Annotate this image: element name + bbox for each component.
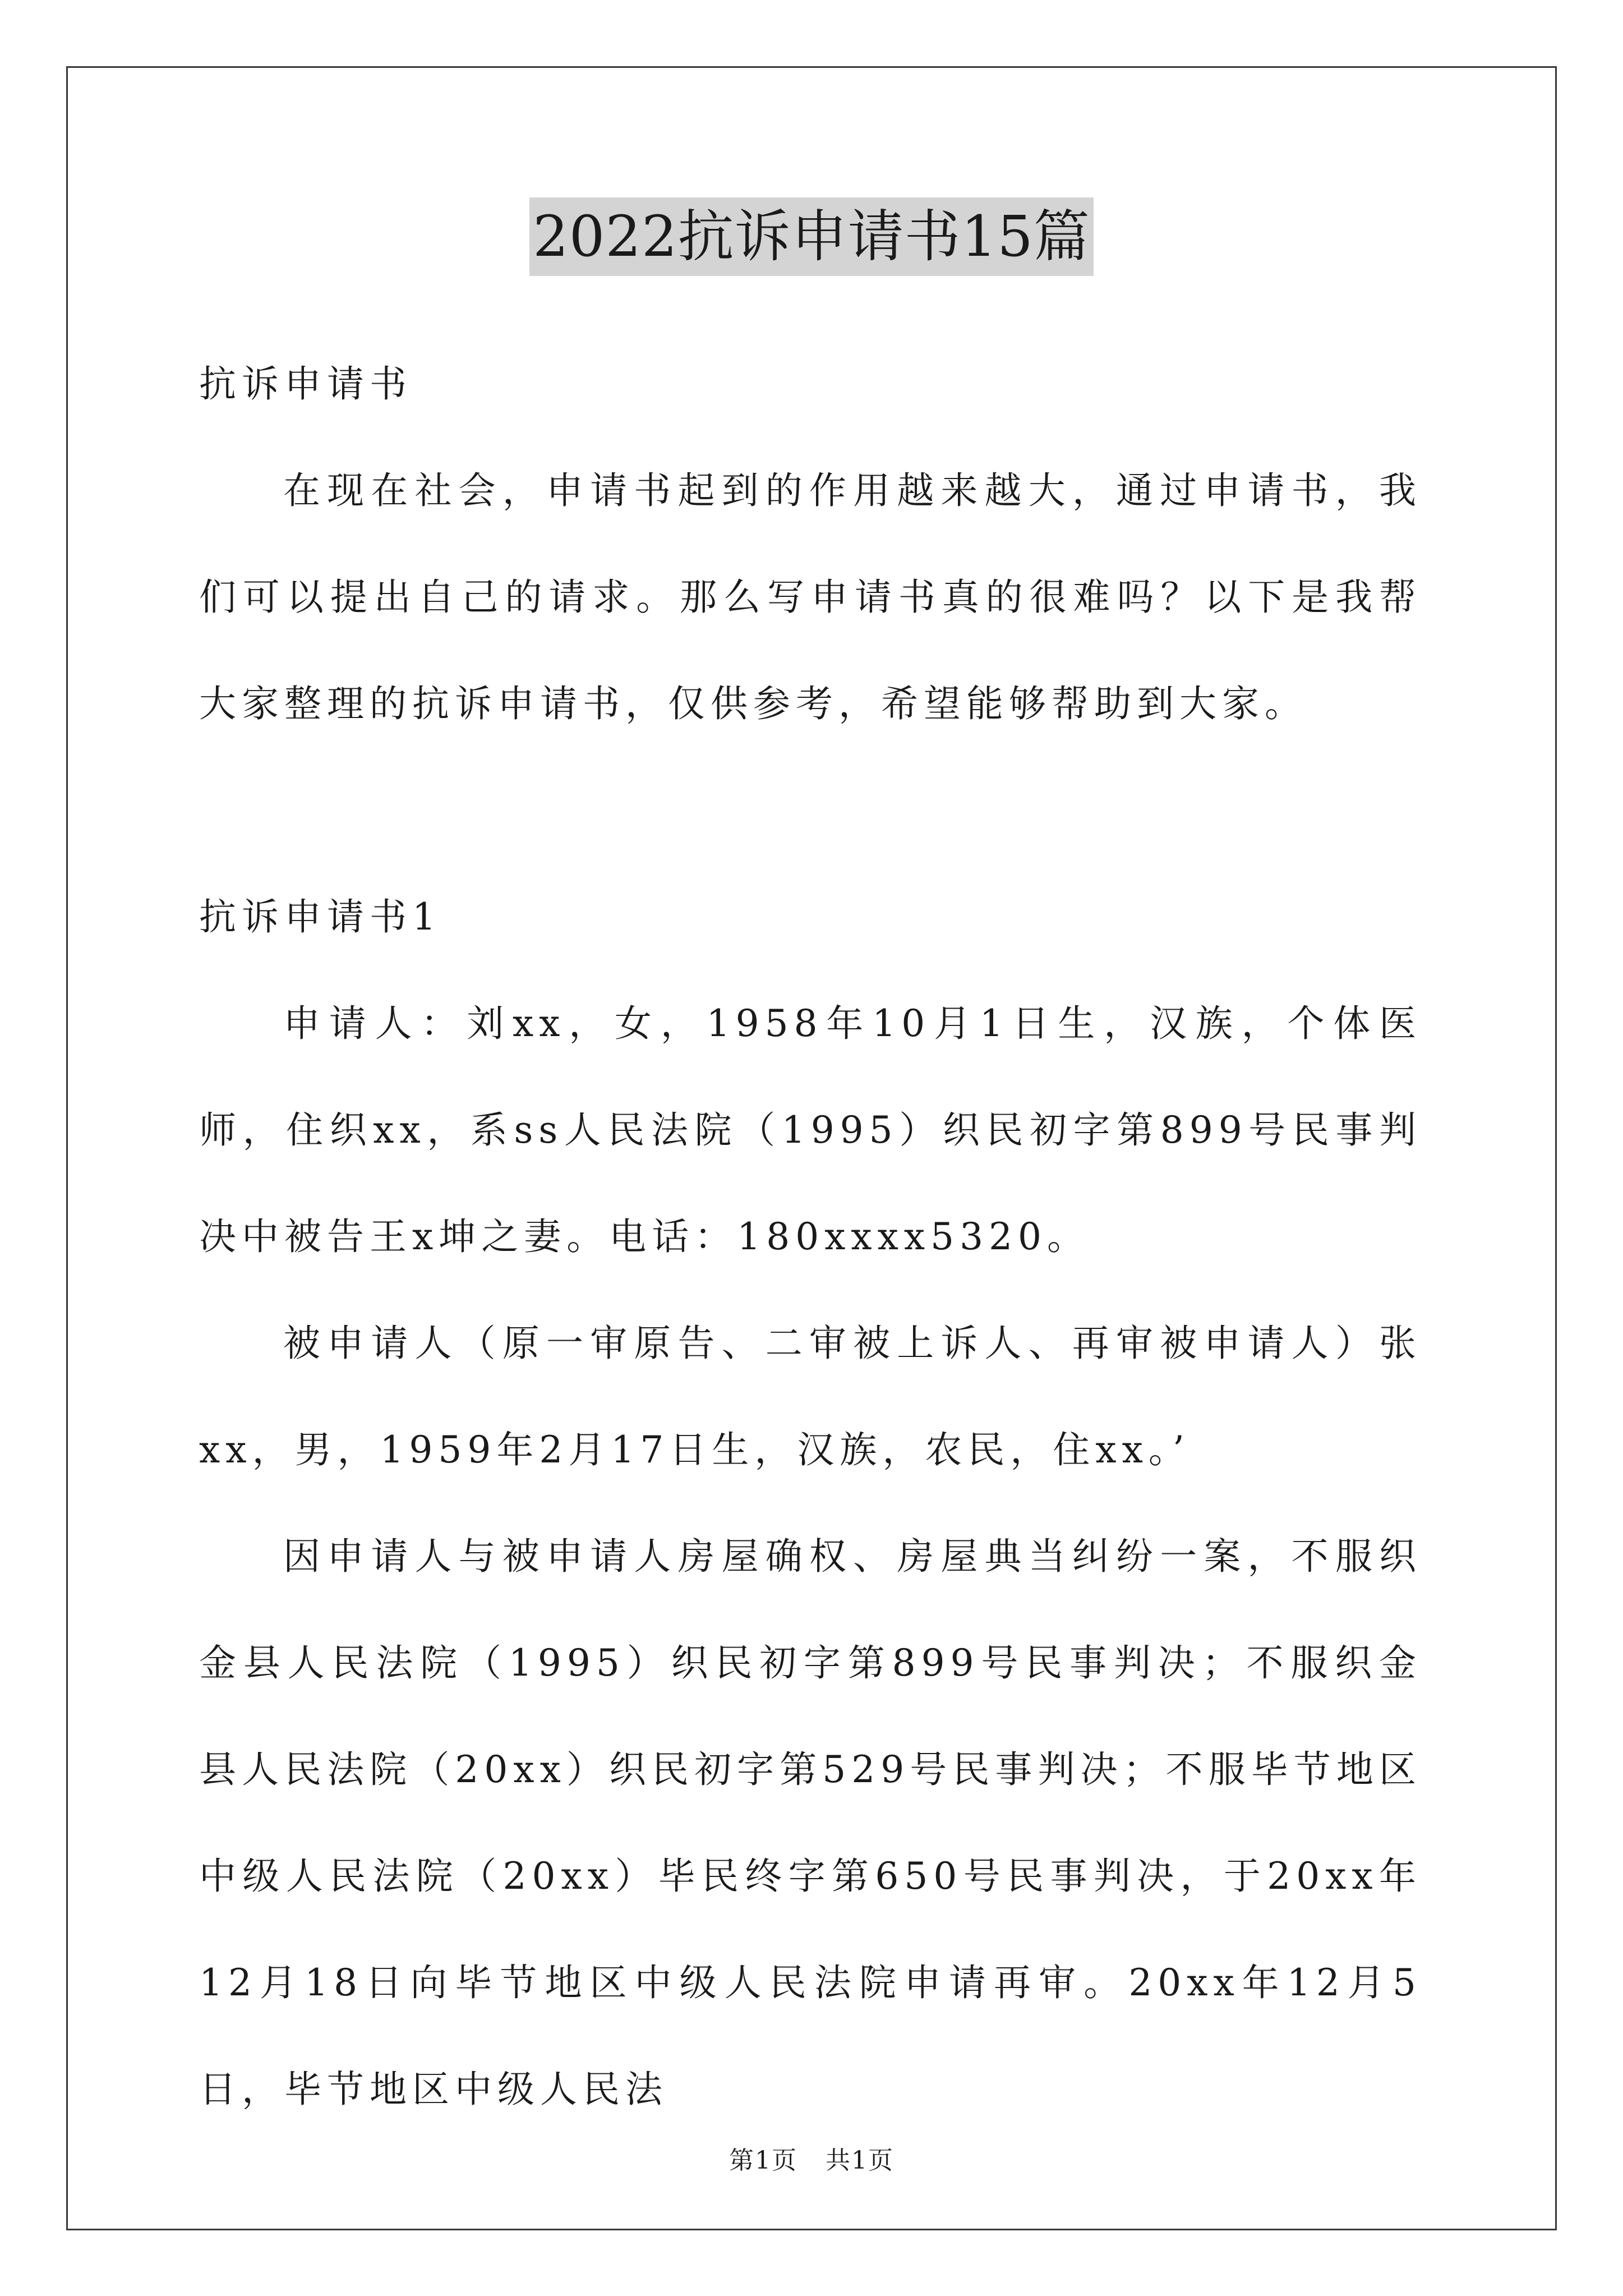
document-title: 2022抗诉申请书15篇 [529,197,1094,276]
page-number: 第1页 [729,2146,797,2175]
page-total: 共1页 [826,2146,894,2175]
applicant-paragraph: 申请人：刘xx，女，1958年10月1日生，汉族，个体医师，住织xx，系ss人民法院（1995）织民初字第899号民事判决中被告王x坤之妻。电话：180xxxx5320。 [199,1002,1422,1258]
intro-heading: 抗诉申请书 [199,362,412,406]
page-footer [0,2140,1623,2176]
case-paragraph: 因申请人与被申请人房屋确权、房屋典当纠纷一案，不服织金县人民法院（1995）织民初字第899号民事判决；不服织金县人民法院（20xx）织民初字第529号民事判决；不服毕节地区中级人民法院（20xx）毕民终字第650号民事判决，于20xx年12月18日向毕节地区中级人民法院申请再审。20xx年12月5日，毕节地区中级人民法 [199,1535,1422,2111]
respondent-paragraph: 被申请人（原一审原告、二审被上诉人、再审被申请人）张xx，男，1959年2月17日生，汉族，农民，住xx。’ [199,1322,1422,1471]
title-container [0,197,1623,276]
section-heading: 抗诉申请书1 [199,895,441,938]
intro-paragraph: 在现在社会，申请书起到的作用越来越大，通过申请书，我们可以提出自己的请求。那么写申请书真的很难吗？以下是我帮大家整理的抗诉申请书，仅供参考，希望能够帮助到大家。 [199,469,1422,725]
intro-section [199,331,1422,757]
section-1 [199,864,1422,2143]
